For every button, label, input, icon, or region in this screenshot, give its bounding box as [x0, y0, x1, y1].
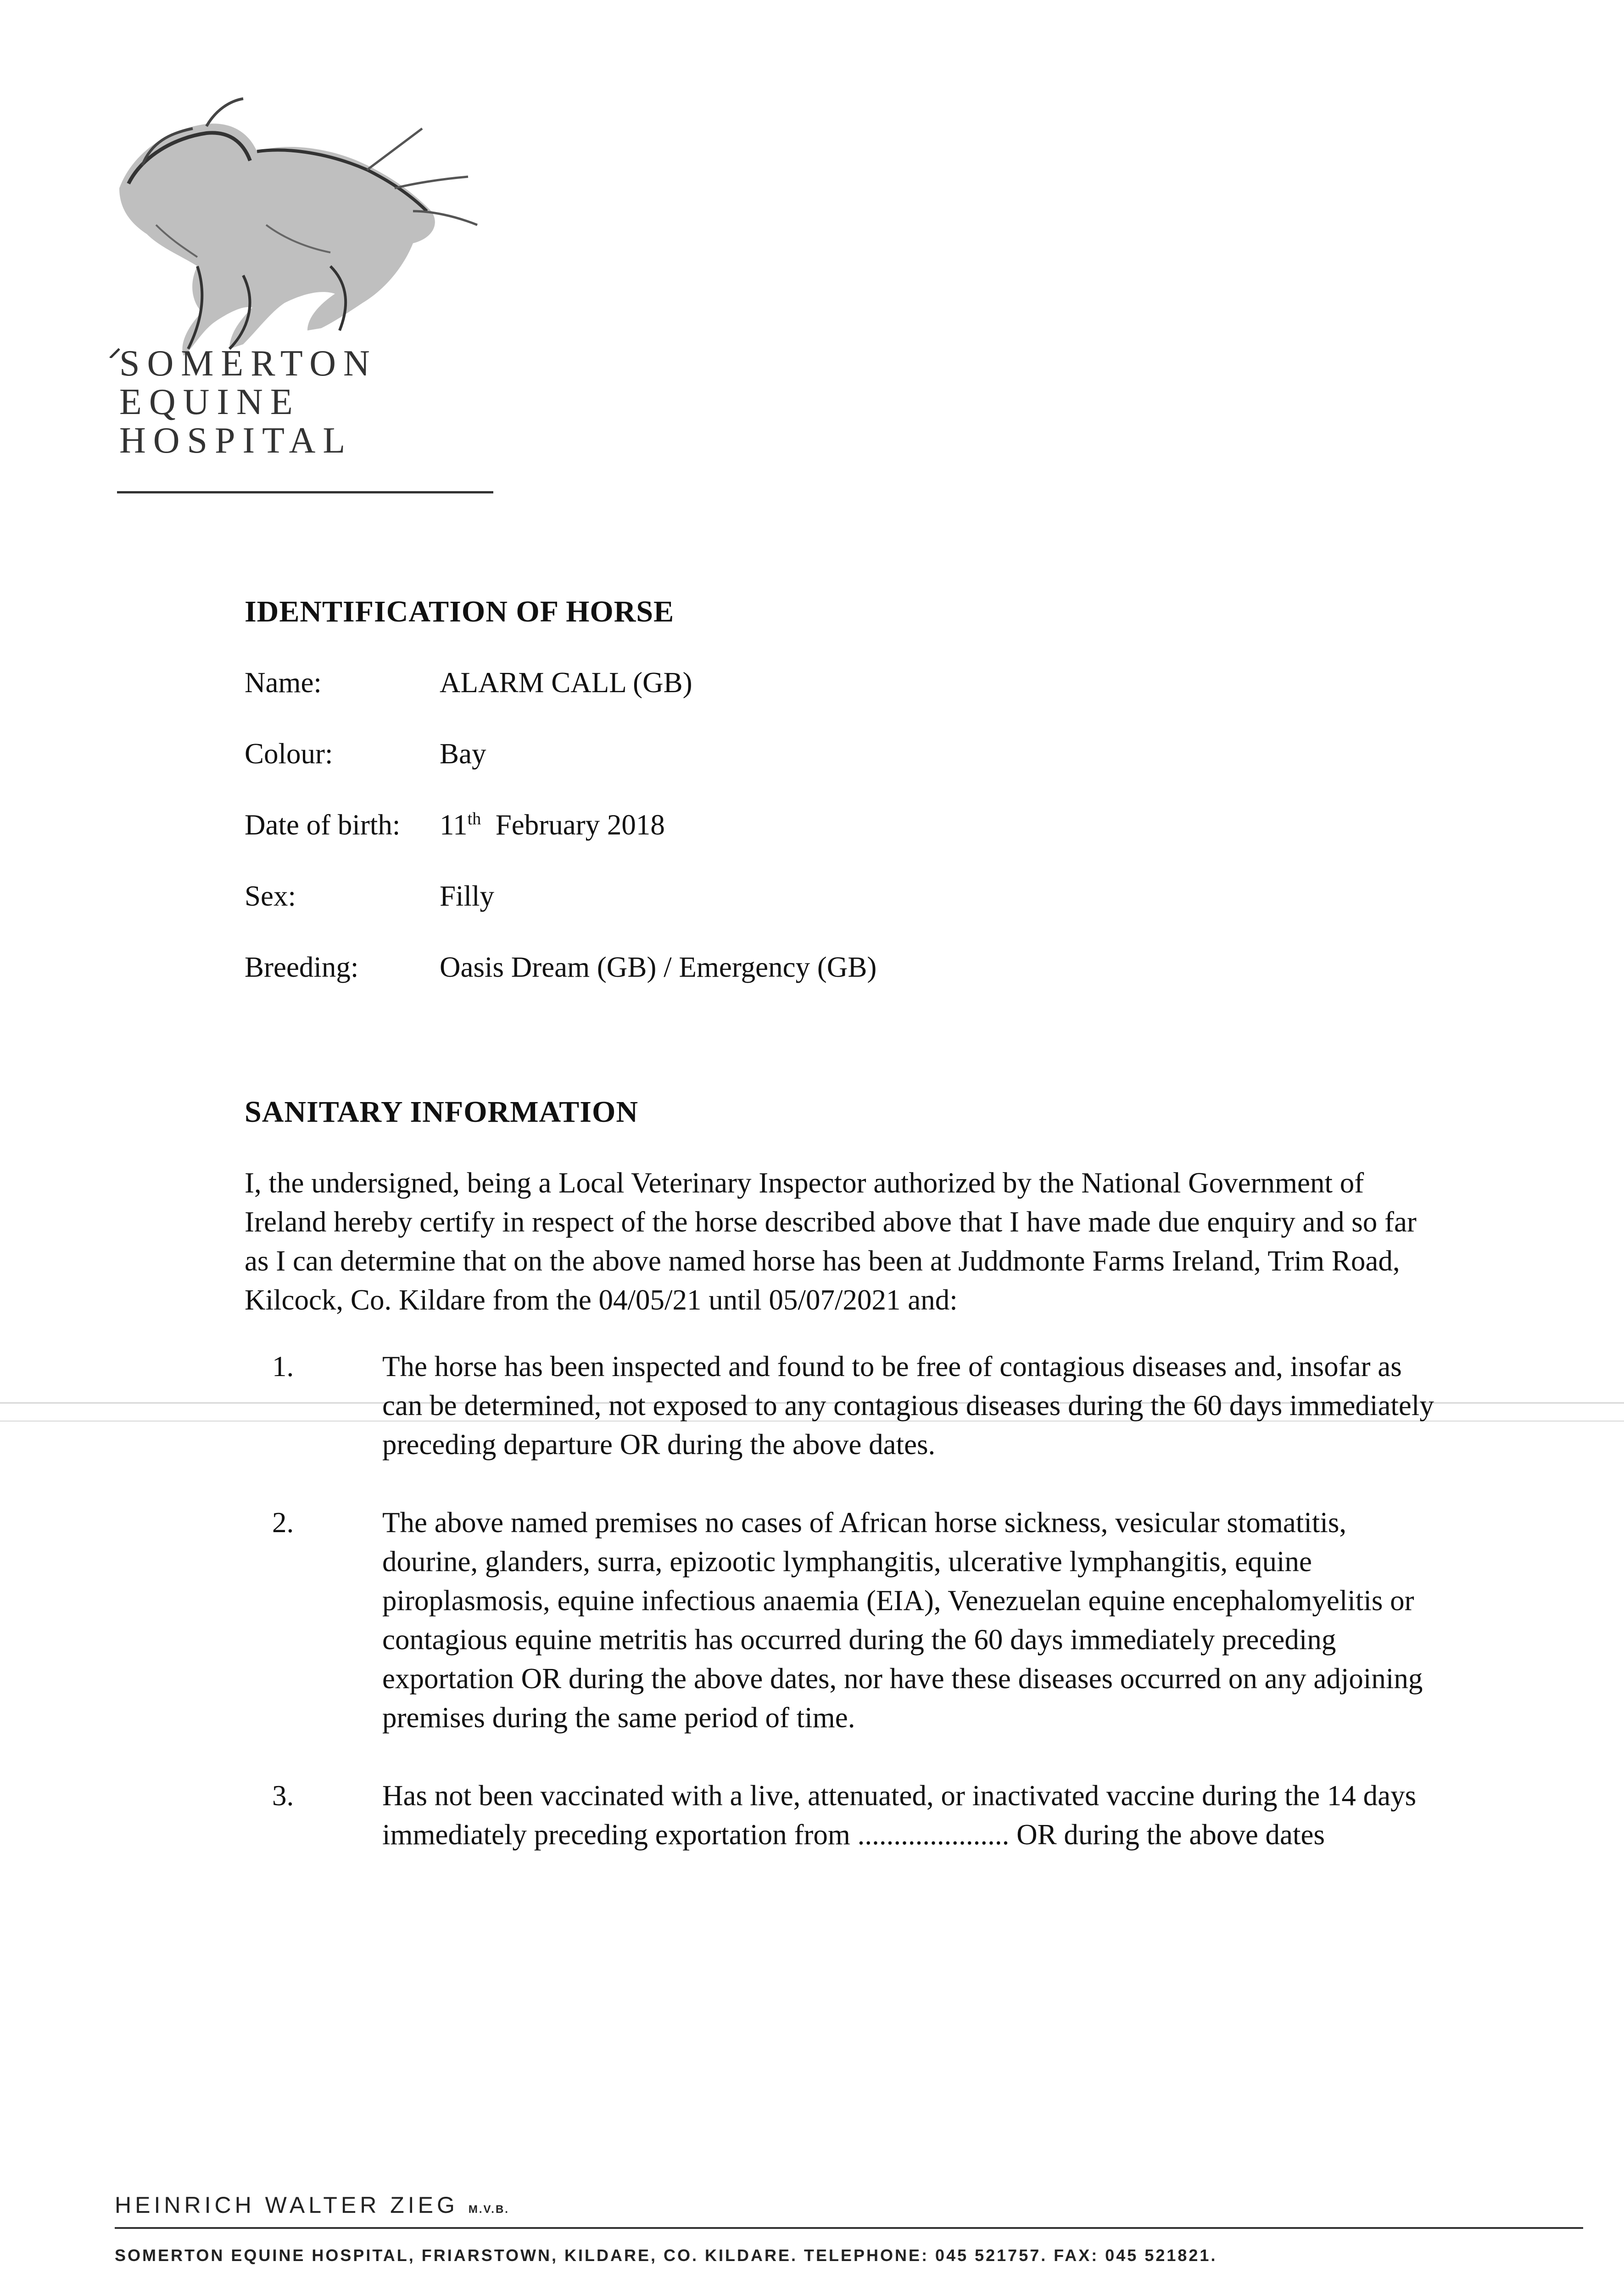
logo-line-1: SOMERTON — [119, 343, 377, 384]
dob-suffix: th — [467, 809, 481, 828]
name-value: ALARM CALL (GB) — [440, 666, 692, 699]
sanitary-heading: SANITARY INFORMATION — [245, 1095, 638, 1129]
breeding-label: Breeding: — [245, 951, 359, 983]
dob-month-year: February 2018 — [495, 809, 665, 841]
condition-text: Has not been vaccinated with a live, attenuated, or inactivated vaccine during the 14 days immediately preceding exportation from ..................... OR during the above dates — [382, 1780, 1417, 1851]
dob-day: 11 — [440, 809, 468, 841]
condition-item — [272, 1347, 1484, 1464]
identification-heading: IDENTIFICATION OF HORSE — [245, 595, 675, 628]
hospital-logo — [92, 73, 505, 496]
footer-divider — [115, 2227, 1583, 2229]
sex-row — [245, 877, 1484, 916]
horse-logo-icon — [92, 73, 505, 358]
logo-line-3: HOSPITAL — [119, 420, 353, 461]
certificate-body — [245, 592, 1484, 1854]
condition-number: 1. — [272, 1350, 294, 1383]
name-label: Name: — [245, 666, 322, 699]
condition-item — [272, 1503, 1484, 1737]
sanitary-intro: I, the undersigned, being a Local Veterinary Inspector authorized by the National Government of Ireland hereby certify in respect of the horse described above that I have made due enquiry and so far as I can determine that on the above named horse has been at Juddmonte Farms Ireland, Trim Road, Kilcock, Co. Kildare from the 04/05/21 until 05/07/2021 and: — [245, 1167, 1417, 1316]
condition-text: The horse has been inspected and found to be free of contagious diseases and, insofar as can be determined, not exposed to any contagious diseases during the 60 days immediately preceding departure OR during the above dates. — [382, 1350, 1434, 1461]
condition-text: The above named premises no cases of African horse sickness, vesicular stomatitis, dourine, glanders, surra, epizootic lymphangitis, ulcerative lymphangitis, equine piroplasmosis, equine infectious anaemia (EIA), Venezuelan equine encephalomyelitis or contagious equine metritis has occurred during the 60 days immediately preceding exportation OR during the above dates, nor have these diseases occurred on any adjoining premises during the same period of time. — [382, 1506, 1423, 1734]
sex-value: Filly — [440, 880, 495, 912]
name-row — [245, 663, 1484, 702]
sex-label: Sex: — [245, 880, 296, 912]
dob-value — [440, 806, 665, 845]
condition-item — [272, 1776, 1484, 1854]
veterinarian-qualification: M.V.B. — [468, 2203, 509, 2216]
dob-label: Date of birth: — [245, 809, 401, 841]
logo-line-2: EQUINE — [119, 382, 300, 422]
veterinarian-name — [115, 2192, 509, 2218]
footer-address: SOMERTON EQUINE HOSPITAL, FRIARSTOWN, KILDARE, CO. KILDARE. TELEPHONE: 045 521757. FAX: 045 521821. — [115, 2246, 1217, 2265]
logo-wordmark — [119, 344, 377, 460]
veterinarian-name-text: HEINRICH WALTER ZIEG — [115, 2192, 458, 2218]
breeding-row — [245, 948, 1484, 987]
colour-value: Bay — [440, 738, 486, 770]
colour-row — [245, 734, 1484, 773]
condition-number: 2. — [272, 1506, 294, 1539]
condition-number: 3. — [272, 1780, 294, 1812]
breeding-value: Oasis Dream (GB) / Emergency (GB) — [440, 951, 877, 983]
logo-divider — [117, 491, 493, 493]
dob-row — [245, 806, 1484, 845]
colour-label: Colour: — [245, 738, 333, 770]
